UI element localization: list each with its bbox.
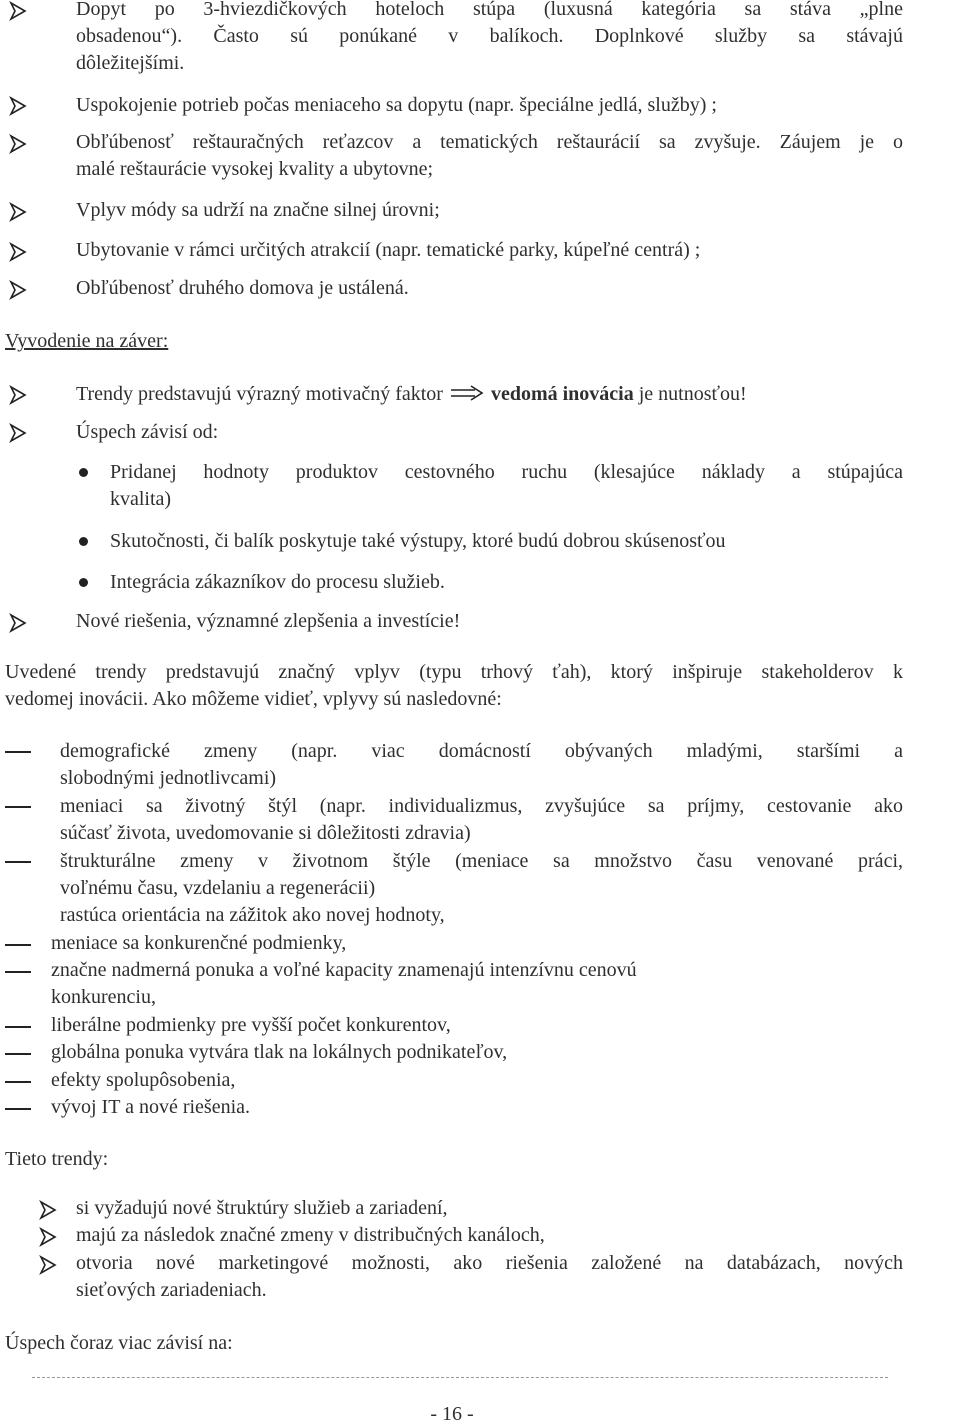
line: kvalita): [110, 488, 172, 510]
list-item: [76, 275, 903, 302]
line: Ubytovanie v rámci určitých atrakcií (napr. tematické parky, kúpeľné centrá) ;: [76, 239, 701, 261]
line: Integrácia zákazníkov do procesu služieb.: [110, 571, 445, 593]
arrow-bullet-icon: [38, 1227, 58, 1247]
list-item: [60, 738, 903, 792]
list-item: [51, 1094, 851, 1121]
list-item: [51, 957, 851, 1011]
line: rastúca orientácia na zážitok ako novej hodnoty,: [60, 904, 445, 926]
dash-bullet-icon: [5, 944, 31, 946]
line: konkurenciu,: [51, 986, 156, 1008]
line: demografické zmeny (napr. viac domácností obývaných mladými, staršími a: [60, 740, 903, 762]
paragraph: [5, 659, 903, 713]
line: súčasť života, uvedomovanie si dôležitosti zdravia): [60, 822, 471, 844]
list-item: Úspech závisí od:: [76, 421, 219, 443]
line: Pridanej hodnoty produktov cestovného ruchu (klesajúce náklady a stúpajúca: [110, 461, 903, 483]
list-item: [60, 793, 903, 847]
line: Obľúbenosť reštauračných reťazcov a tematických reštaurácií sa zvyšuje. Záujem je o: [76, 131, 903, 153]
line: Vplyv módy sa udrží na značne silnej úrovni;: [76, 199, 440, 221]
arrow-bullet-icon: [8, 280, 28, 300]
line: efekty spolupôsobenia,: [51, 1069, 236, 1091]
dash-bullet-icon: [5, 1053, 31, 1055]
line: dôležitejšími.: [76, 52, 185, 74]
bullet-dot-icon: [79, 578, 88, 587]
arrow-bullet-icon: [8, 96, 28, 116]
list-item: [51, 1012, 851, 1039]
trend-end: je nutnosťou!: [638, 383, 747, 405]
line: Obľúbenosť druhého domova je ustálená.: [76, 277, 409, 299]
dash-bullet-icon: [5, 751, 31, 753]
list-item: [110, 569, 903, 596]
dash-bullet-icon: [5, 806, 31, 808]
paragraph: Úspech čoraz viac závisí na:: [5, 1332, 233, 1354]
list-item: [76, 1222, 903, 1249]
line: meniaci sa životný štýl (napr. individualizmus, zvyšujúce sa príjmy, cestovanie ako: [60, 795, 903, 817]
section-heading: Vyvodenie na záver:: [5, 330, 169, 352]
line: otvoria nové marketingové možnosti, ako riešenia založené na databázach, nových: [76, 1252, 903, 1274]
arrow-bullet-icon: [8, 423, 28, 443]
line: globálna ponuka vytvára tlak na lokálnych podnikateľov,: [51, 1041, 508, 1063]
line: obsadenou“). Často sú ponúkané v balíkoch. Doplnkové služby sa stávajú: [76, 25, 903, 47]
list-item: [51, 1067, 851, 1094]
line: vývoj IT a nové riešenia.: [51, 1096, 251, 1118]
list-item: [110, 459, 903, 513]
line: vedomej inovácii. Ako môžeme vidieť, vplyvy sú nasledovné:: [5, 688, 502, 710]
line: malé reštaurácie vysokej kvality a ubytovne;: [76, 158, 434, 180]
list-item: [76, 381, 903, 408]
line: voľnému času, vzdelaniu a regenerácii): [60, 877, 376, 899]
line: majú za následok značné zmeny v distribučných kanáloch,: [76, 1224, 545, 1246]
list-item: [76, 197, 903, 224]
list-item: [76, 1250, 903, 1304]
arrow-bullet-icon: [38, 1200, 58, 1220]
list-item: [76, 0, 903, 77]
list-item: Nové riešenia, významné zlepšenia a investície!: [76, 610, 461, 632]
bullet-dot-icon: [79, 468, 88, 477]
footer-divider: [32, 1377, 888, 1378]
list-item: [51, 1039, 851, 1066]
line: štrukturálne zmeny v životnom štýle (meniace sa množstvo času venované práci,: [60, 850, 903, 872]
line: si vyžadujú nové štruktúry služieb a zariadení,: [76, 1197, 448, 1219]
list-item: [51, 930, 851, 957]
dash-bullet-icon: [5, 971, 31, 973]
line: slobodnými jednotlivcami): [60, 767, 277, 789]
arrow-bullet-icon: [8, 242, 28, 262]
list-item: [110, 528, 903, 555]
line: Skutočnosti, či balík poskytuje také výstupy, ktoré budú dobrou skúsenosťou: [110, 530, 726, 552]
arrow-bullet-icon: [8, 134, 28, 154]
arrow-bullet-icon: [8, 385, 28, 405]
dash-bullet-icon: [5, 1108, 31, 1110]
implies-arrow-icon: [449, 384, 485, 402]
trend-bold: vedomá inovácia: [490, 383, 634, 405]
dash-bullet-icon: [5, 1026, 31, 1028]
line: Dopyt po 3-hviezdičkových hoteloch stúpa (luxusná kategória sa stáva „plne: [76, 0, 903, 20]
dash-bullet-icon: [5, 861, 31, 863]
line: meniace sa konkurenčné podmienky,: [51, 932, 347, 954]
list-item: [76, 237, 903, 264]
arrow-bullet-icon: [8, 1, 28, 21]
line: Uspokojenie potrieb počas meniaceho sa dopytu (napr. špeciálne jedlá, služby) ;: [76, 94, 717, 116]
line: Uvedené trendy predstavujú značný vplyv (typu trhový ťah), ktorý inšpiruje stakeholderov k: [5, 661, 903, 683]
line: značne nadmerná ponuka a voľné kapacity znamenajú intenzívnu cenovú: [51, 959, 637, 981]
arrow-bullet-icon: [38, 1255, 58, 1275]
trend-text: Trendy predstavujú výrazný motivačný faktor: [76, 383, 443, 405]
page-number: - 16 -: [430, 1403, 474, 1425]
line: sieťových zariadeniach.: [76, 1279, 267, 1301]
bullet-dot-icon: [79, 537, 88, 546]
paragraph: Tieto trendy:: [5, 1148, 109, 1170]
list-item: [76, 92, 903, 119]
arrow-bullet-icon: [8, 613, 28, 633]
arrow-bullet-icon: [8, 202, 28, 222]
line: liberálne podmienky pre vyšší počet konkurentov,: [51, 1014, 451, 1036]
list-item: [60, 848, 903, 929]
list-item: [76, 129, 903, 183]
dash-bullet-icon: [5, 1081, 31, 1083]
list-item: [76, 1195, 903, 1222]
